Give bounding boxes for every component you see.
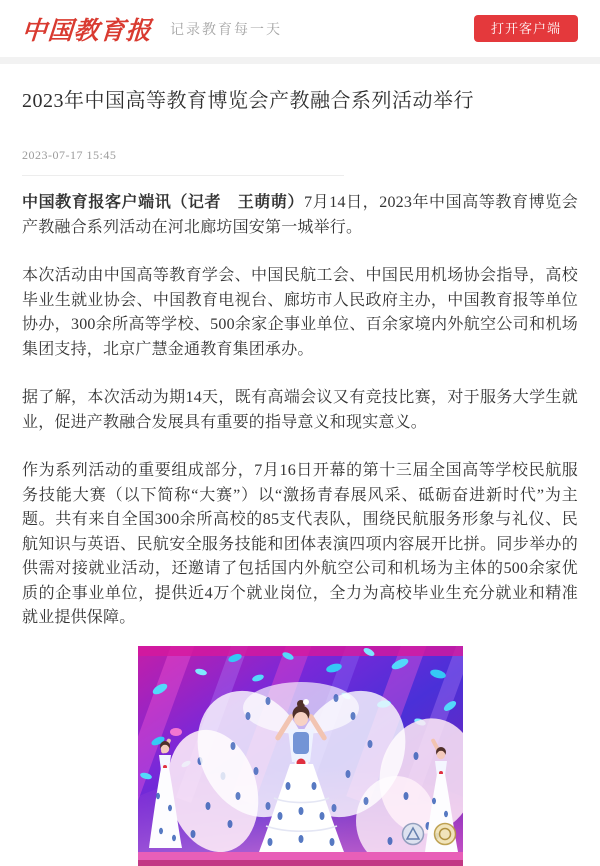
article-paragraph: [22, 386, 578, 435]
watermark-badge-triangle: [402, 823, 423, 844]
stage-photo-svg: [138, 646, 463, 866]
paragraph-text: 7月14日，2023年中国高等教育博览会产教融合系列活动在河北廊坊国安第一城举行。: [22, 194, 578, 236]
article: [0, 86, 600, 866]
site-tagline: 记录教育每一天: [170, 22, 283, 38]
article-paragraph: [22, 191, 578, 240]
stage-top-strip: [138, 646, 463, 656]
paragraph-lead: 中国教育报客户端讯（记者 王萌萌）: [22, 194, 305, 211]
header-divider-band: [0, 57, 600, 64]
article-title: 2023年中国高等教育博览会产教融合系列活动举行: [22, 90, 474, 112]
date-divider: [22, 175, 344, 176]
paragraph-text: 据了解，本次活动为期14天，既有高端会议又有竞技比赛，对于服务大学生就业，促进产教融合发展具有重要的指导意义和现实意义。: [22, 389, 578, 431]
paragraph-text: 作为系列活动的重要组成部分，7月16日开幕的第十三届全国高等学校民航服务技能大赛（以下简称“大赛”）以“激扬青春展风采、砥砺奋进新时代”为主题。共有来自全国300余所高校的85支代表队，围绕民航服务形象与礼仪、民航知识与英语、民航安全服务技能和团体表演四项内容展开比拼。同步举办的供需对接就业活动，还邀请了包括国内外航空公司和机场为主体的500余家优质的企事业单位，提供近4万个就业岗位，全力为高校毕业生充分就业和精准就业提供保障。: [22, 462, 578, 626]
article-paragraph: [22, 264, 578, 362]
site-logo[interactable]: 中国教育报: [20, 17, 153, 45]
watermark-badge-gold: [434, 823, 455, 844]
article-date: 2023-07-17 15:45: [22, 148, 117, 162]
article-body: [22, 191, 578, 631]
paragraph-text: 本次活动由中国高等教育学会、中国民航工会、中国民用机场协会指导，高校毕业生就业协会、中国教育电视台、廊坊市人民政府主办，中国教育报等单位协办，300余所高等学校、500余家企事业单位、百余家境内外航空公司和机场集团支持，北京广慧金通教育集团承办。: [22, 267, 578, 358]
open-app-button[interactable]: 打开客户端: [474, 15, 578, 42]
article-photo: [138, 646, 463, 866]
article-paragraph: [22, 459, 578, 631]
site-header: [0, 0, 600, 57]
